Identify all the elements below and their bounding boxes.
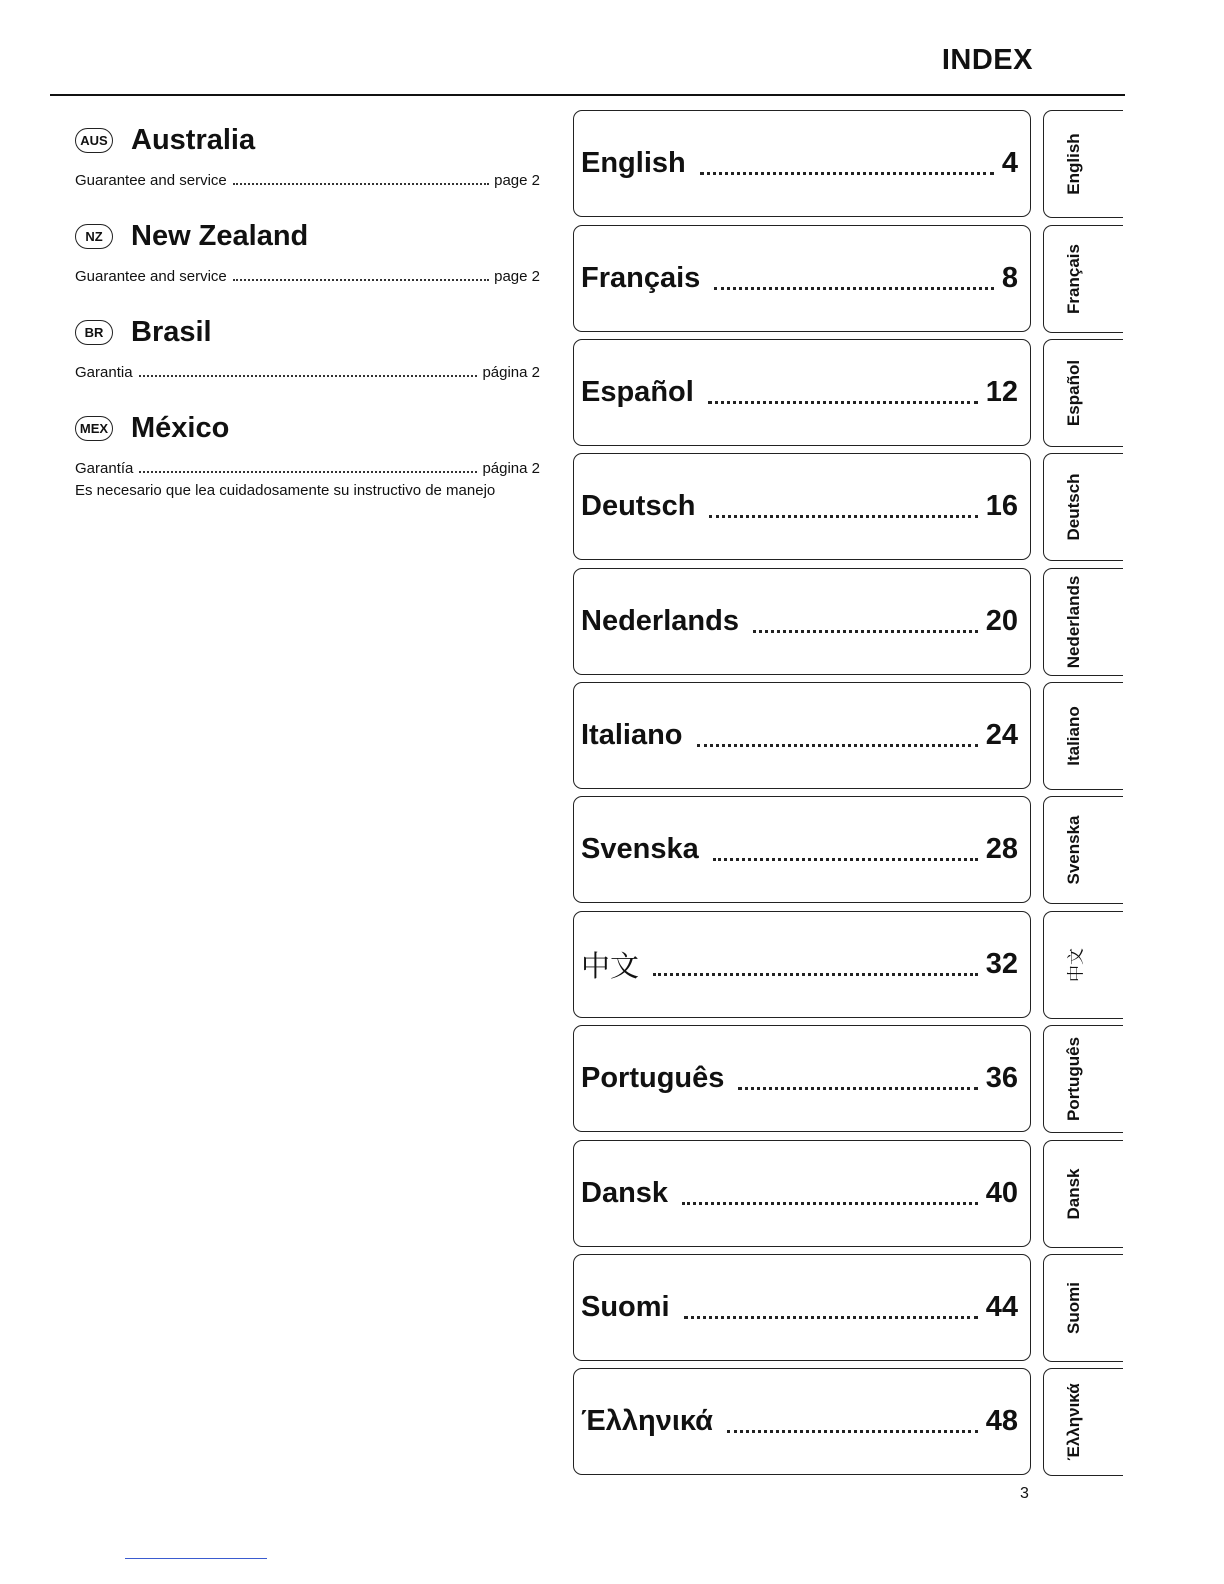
tab-label: 中文: [1066, 948, 1086, 982]
dot-leader: [709, 515, 977, 518]
language-name: Έλληνικά: [581, 1405, 713, 1437]
tab-english[interactable]: [1043, 110, 1123, 218]
language-page: 12: [985, 376, 1018, 408]
footer-rule: [125, 1558, 267, 1559]
language-name: 中文: [581, 951, 640, 983]
tab-italiano[interactable]: [1043, 682, 1123, 790]
dot-leader: [653, 973, 978, 976]
region-entry[interactable]: [75, 268, 540, 285]
language-page: 16: [985, 490, 1018, 522]
tab-label: Italiano: [1064, 706, 1083, 766]
header-divider: [50, 94, 1125, 96]
country-code-badge: BR: [75, 320, 113, 345]
region-entry[interactable]: [75, 460, 540, 477]
language-page: 32: [985, 948, 1018, 980]
language-name: English: [581, 147, 686, 179]
language-entry-greek[interactable]: [573, 1368, 1031, 1475]
language-name: Français: [581, 262, 701, 294]
tab-francais[interactable]: [1043, 225, 1123, 333]
entry-page: página 2: [482, 460, 540, 477]
tab-deutsch[interactable]: [1043, 453, 1123, 561]
dot-leader: [233, 279, 489, 281]
language-name: Español: [581, 376, 694, 408]
tab-dansk[interactable]: [1043, 1140, 1123, 1248]
tab-label: Svenska: [1064, 815, 1083, 885]
region-note: Es necesario que lea cuidadosamente su instructivo de manejo: [75, 482, 496, 499]
entry-label: Garantía: [75, 460, 134, 477]
language-page: 8: [1001, 262, 1018, 294]
tab-label: Nederlands: [1064, 575, 1083, 669]
region-brasil: [75, 312, 540, 381]
tab-espanol[interactable]: [1043, 339, 1123, 447]
entry-label: Garantia: [75, 364, 133, 381]
tab-nederlands[interactable]: [1043, 568, 1123, 676]
dot-leader: [714, 287, 994, 290]
entry-page: page 2: [494, 268, 540, 285]
tab-label: English: [1064, 133, 1083, 195]
region-name: New Zealand: [131, 219, 309, 252]
region-name: Australia: [131, 123, 256, 156]
language-name: Dansk: [581, 1177, 669, 1209]
language-entry-english[interactable]: [573, 110, 1031, 217]
tab-label: Français: [1064, 244, 1083, 314]
language-name: Português: [581, 1062, 725, 1094]
tab-label: Dansk: [1064, 1168, 1083, 1220]
region-mexico: [75, 408, 540, 499]
dot-leader: [233, 183, 489, 185]
dot-leader: [697, 744, 978, 747]
region-name: México: [131, 411, 230, 444]
tab-suomi[interactable]: [1043, 1254, 1123, 1362]
language-entry-chinese[interactable]: [573, 911, 1031, 1018]
language-page: 20: [985, 605, 1018, 637]
language-page: 24: [985, 719, 1018, 751]
language-name: Nederlands: [581, 605, 739, 637]
dot-leader: [684, 1316, 978, 1319]
language-name: Suomi: [581, 1291, 670, 1323]
tab-greek[interactable]: [1043, 1368, 1123, 1476]
language-page: 48: [985, 1405, 1018, 1437]
language-entry-nederlands[interactable]: [573, 568, 1031, 675]
language-page: 40: [985, 1177, 1018, 1209]
language-page: 44: [985, 1291, 1018, 1323]
tab-label: Deutsch: [1064, 473, 1083, 541]
language-page: 28: [985, 833, 1018, 865]
dot-leader: [713, 858, 978, 861]
dot-leader: [738, 1087, 977, 1090]
tab-svenska[interactable]: [1043, 796, 1123, 904]
tab-portugues[interactable]: [1043, 1025, 1123, 1133]
country-code-badge: MEX: [75, 416, 113, 441]
region-name: Brasil: [131, 315, 212, 348]
language-name: Svenska: [581, 833, 699, 865]
language-page: 36: [985, 1062, 1018, 1094]
tab-label: Español: [1064, 359, 1083, 427]
language-entry-dansk[interactable]: [573, 1140, 1031, 1247]
page-title: INDEX: [941, 44, 1033, 76]
dot-leader: [708, 401, 978, 404]
entry-page: página 2: [482, 364, 540, 381]
dot-leader: [727, 1430, 978, 1433]
entry-label: Guarantee and service: [75, 268, 227, 285]
language-entry-deutsch[interactable]: [573, 453, 1031, 560]
dot-leader: [682, 1202, 978, 1205]
tab-label: Έλληνικά: [1064, 1383, 1083, 1461]
entry-label: Guarantee and service: [75, 172, 227, 189]
page-number: 3: [1020, 1485, 1029, 1502]
region-entry[interactable]: [75, 364, 540, 381]
region-entry[interactable]: [75, 172, 540, 189]
dot-leader: [753, 630, 978, 633]
dot-leader: [139, 471, 477, 473]
country-code-badge: AUS: [75, 128, 113, 153]
language-entry-portugues[interactable]: [573, 1025, 1031, 1132]
tab-label: Português: [1064, 1036, 1083, 1122]
dot-leader: [700, 172, 994, 175]
region-australia: [75, 120, 540, 189]
tab-label: Suomi: [1064, 1282, 1083, 1334]
dot-leader: [139, 375, 478, 377]
country-code-badge: NZ: [75, 224, 113, 249]
language-entry-svenska[interactable]: [573, 796, 1031, 903]
tab-chinese[interactable]: [1043, 911, 1123, 1019]
language-page: 4: [1001, 147, 1018, 179]
language-name: Italiano: [581, 719, 683, 751]
language-entry-italiano[interactable]: [573, 682, 1031, 789]
region-new-zealand: [75, 216, 540, 285]
language-entry-suomi[interactable]: [573, 1254, 1031, 1361]
language-name: Deutsch: [581, 490, 696, 522]
language-entry-francais[interactable]: [573, 225, 1031, 332]
language-entry-espanol[interactable]: [573, 339, 1031, 446]
entry-page: page 2: [494, 172, 540, 189]
